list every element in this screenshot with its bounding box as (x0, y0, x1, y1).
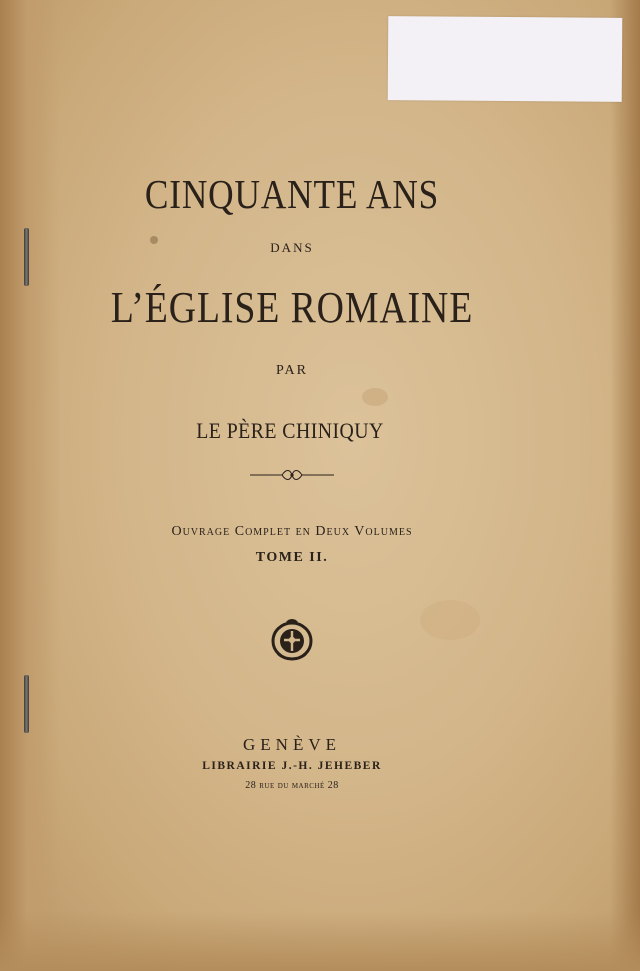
right-edge-wear (610, 0, 640, 971)
volume-number: TOME II. (255, 550, 329, 565)
by-label: PAR (276, 363, 308, 378)
publication-city: GENÈVE (243, 735, 341, 754)
title-connector: DANS (270, 240, 314, 255)
divider-flourish-icon (248, 467, 336, 483)
edition-note: Ouvrage Complet en Deux Volumes (171, 524, 413, 539)
staple (24, 675, 29, 733)
publisher-name: LIBRAIRIE J.-H. JEHEBER (202, 760, 382, 772)
paper-stain (420, 600, 480, 640)
label-sticker (388, 16, 623, 102)
paper-stain (362, 388, 388, 406)
printer-emblem-icon (270, 616, 314, 662)
publisher-address: 28 rue du marché 28 (245, 780, 339, 791)
title-line-1: CINQUANTE ANS (144, 171, 440, 217)
bottom-edge-wear (0, 911, 640, 971)
author-name: LE PÈRE CHINIQUY (196, 418, 384, 443)
staple (24, 228, 29, 286)
spine-shadow (0, 0, 60, 971)
title-line-2: L’ÉGLISE ROMAINE (110, 283, 474, 332)
